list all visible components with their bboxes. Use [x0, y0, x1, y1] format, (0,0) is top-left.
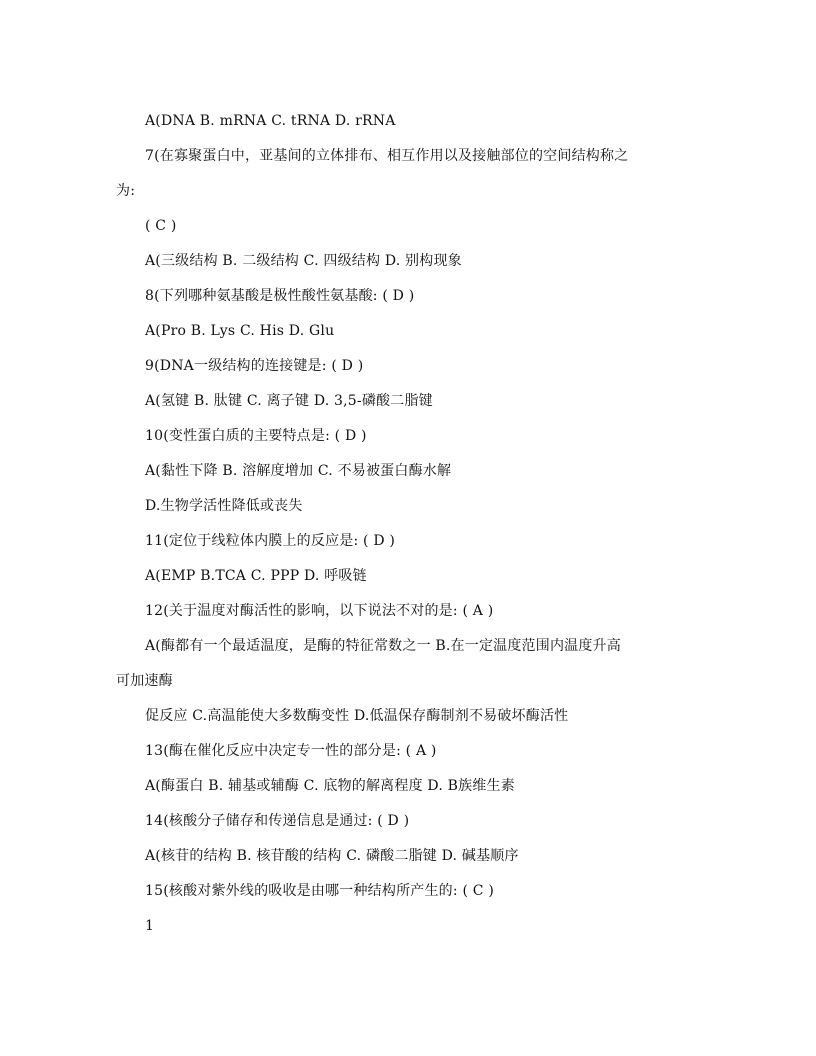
question-14-options: A(核苷的结构 B. 核苷酸的结构 C. 磷酸二脂键 D. 碱基顺序	[145, 848, 519, 864]
question-12-options-wrap: 可加速酶	[116, 673, 173, 689]
question-10-line: 10(变性蛋白质的主要特点是: ( D )	[145, 428, 367, 444]
question-13-line: 13(酶在催化反应中决定专一性的部分是: ( A )	[145, 743, 437, 759]
question-14-line: 14(核酸分子储存和传递信息是通过: ( D )	[145, 813, 410, 829]
question-7-answer: ( C )	[145, 218, 177, 234]
question-7-continuation: 为:	[116, 183, 136, 199]
question-11-line: 11(定位于线粒体内膜上的反应是: ( D )	[145, 533, 396, 549]
question-9-line: 9(DNA一级结构的连接键是: ( D )	[145, 358, 364, 374]
question-12-options-cont: 促反应 C.高温能使大多数酶变性 D.低温保存酶制剂不易破坏酶活性	[145, 708, 569, 724]
question-11-options: A(EMP B.TCA C. PPP D. 呼吸链	[145, 568, 367, 584]
question-13-options: A(酶蛋白 B. 辅基或辅酶 C. 底物的解离程度 D. B族维生素	[145, 778, 515, 794]
question-12-line: 12(关于温度对酶活性的影响，以下说法不对的是: ( A )	[145, 603, 494, 619]
question-15-line: 15(核酸对紫外线的吸收是由哪一种结构所产生的: ( C )	[145, 883, 494, 899]
question-8-options: A(Pro B. Lys C. His D. Glu	[145, 323, 335, 339]
answer-options-line: A(DNA B. mRNA C. tRNA D. rRNA	[145, 113, 396, 129]
question-12-options: A(酶都有一个最适温度，是酶的特征常数之一 B.在一定温度范围内温度升高	[145, 638, 621, 654]
page-number: 1	[145, 918, 155, 934]
question-7-options: A(三级结构 B. 二级结构 C. 四级结构 D. 别构现象	[145, 253, 462, 269]
question-7-line: 7(在寡聚蛋白中，亚基间的立体排布、相互作用以及接触部位的空间结构称之	[145, 148, 629, 164]
question-8-line: 8(下列哪种氨基酸是极性酸性氨基酸: ( D )	[145, 288, 415, 304]
question-9-options: A(氢键 B. 肽键 C. 离子键 D. 3,5-磷酸二脂键	[145, 393, 433, 409]
question-10-options-cont: D.生物学活性降低或丧失	[145, 498, 303, 514]
question-10-options: A(黏性下降 B. 溶解度增加 C. 不易被蛋白酶水解	[145, 463, 452, 479]
